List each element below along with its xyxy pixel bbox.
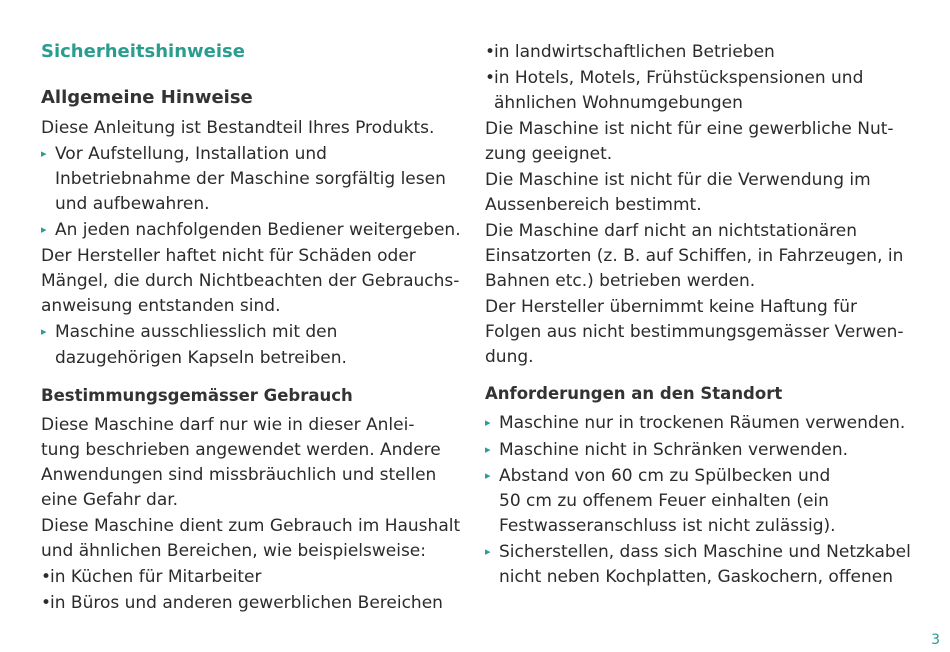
- page-number: 3: [931, 632, 940, 648]
- bullet-line: nicht neben Kochplatten, Gaskochern, offenen: [499, 567, 893, 587]
- bullet-arrow-icon: ▸: [41, 223, 47, 236]
- heading-general-notes: Allgemeine Hinweise: [41, 87, 253, 108]
- section-title: Sicherheitshinweise: [41, 41, 245, 62]
- bullet-line: An jeden nachfolgenden Bediener weitergeben.: [55, 220, 461, 240]
- bullet-line: Vor Aufstellung, Installation und: [55, 144, 327, 164]
- dot-item: in Büros und anderen gewerblichen Bereichen: [50, 593, 443, 613]
- paragraph-line: Bahnen etc.) betrieben werden.: [485, 271, 756, 291]
- paragraph-line: tung beschrieben angewendet werden. Andere: [41, 440, 441, 460]
- bullet-line: Maschine nicht in Schränken verwenden.: [499, 440, 849, 460]
- paragraph-line: Die Maschine ist nicht für die Verwendung im: [485, 170, 871, 190]
- bullet-arrow-icon: ▸: [485, 443, 491, 456]
- bullet-arrow-icon: ▸: [41, 325, 47, 338]
- paragraph-line: Diese Maschine dient zum Gebrauch im Haushalt: [41, 516, 461, 536]
- liability-line: Mängel, die durch Nichtbeachten der Gebrauchs-: [41, 271, 460, 291]
- bullet-line: Maschine nur in trockenen Räumen verwenden.: [499, 413, 906, 433]
- bullet-line: Inbetriebnahme der Maschine sorgfältig lesen: [55, 169, 446, 189]
- liability-line: anweisung entstanden sind.: [41, 296, 281, 316]
- bullet-arrow-icon: ▸: [485, 469, 491, 482]
- paragraph-line: zung geeignet.: [485, 144, 613, 164]
- bullet-arrow-icon: ▸: [485, 545, 491, 558]
- intro-text: Diese Anleitung ist Bestandteil Ihres Produkts.: [41, 118, 435, 138]
- paragraph-line: Aussenbereich bestimmt.: [485, 195, 702, 215]
- bullet-line: dazugehörigen Kapseln betreiben.: [55, 348, 347, 368]
- paragraph-line: Die Maschine ist nicht für eine gewerbliche Nut-: [485, 119, 894, 139]
- paragraph-line: Diese Maschine darf nur wie in dieser Anlei-: [41, 415, 415, 435]
- dot-item: in Hotels, Motels, Frühstückspensionen und: [494, 68, 864, 88]
- paragraph-line: und ähnlichen Bereichen, wie beispielsweise:: [41, 541, 426, 561]
- paragraph-line: Folgen aus nicht bestimmungsgemässer Verwen-: [485, 322, 904, 342]
- paragraph-line: eine Gefahr dar.: [41, 490, 179, 510]
- paragraph-line: Anwendungen sind missbräuchlich und stellen: [41, 465, 437, 485]
- dot-bullet-icon: •: [41, 593, 52, 613]
- bullet-arrow-icon: ▸: [41, 147, 47, 160]
- bullet-line: Maschine ausschliesslich mit den: [55, 322, 338, 342]
- liability-line: Der Hersteller haftet nicht für Schäden oder: [41, 246, 416, 266]
- bullet-line: 50 cm zu offenem Feuer einhalten (ein: [499, 491, 829, 511]
- subheading-location-requirements: Anforderungen an den Standort: [485, 384, 783, 403]
- dot-bullet-icon: •: [41, 567, 52, 587]
- subheading-intended-use: Bestimmungsgemässer Gebrauch: [41, 386, 353, 405]
- bullet-line: Sicherstellen, dass sich Maschine und Netzkabel: [499, 542, 911, 562]
- dot-bullet-icon: •: [485, 42, 496, 62]
- paragraph-line: Die Maschine darf nicht an nichtstationären: [485, 221, 858, 241]
- bullet-line: und aufbewahren.: [55, 194, 210, 214]
- dot-item: in landwirtschaftlichen Betrieben: [494, 42, 775, 62]
- bullet-line: Festwasseranschluss ist nicht zulässig).: [499, 516, 836, 536]
- paragraph-line: dung.: [485, 347, 534, 367]
- paragraph-line: Der Hersteller übernimmt keine Haftung für: [485, 297, 857, 317]
- dot-item: ähnlichen Wohnumgebungen: [494, 93, 743, 113]
- dot-item: in Küchen für Mitarbeiter: [50, 567, 262, 587]
- dot-bullet-icon: •: [485, 68, 496, 88]
- bullet-arrow-icon: ▸: [485, 416, 491, 429]
- bullet-line: Abstand von 60 cm zu Spülbecken und: [499, 466, 831, 486]
- paragraph-line: Einsatzorten (z. B. auf Schiffen, in Fahrzeugen, in: [485, 246, 904, 266]
